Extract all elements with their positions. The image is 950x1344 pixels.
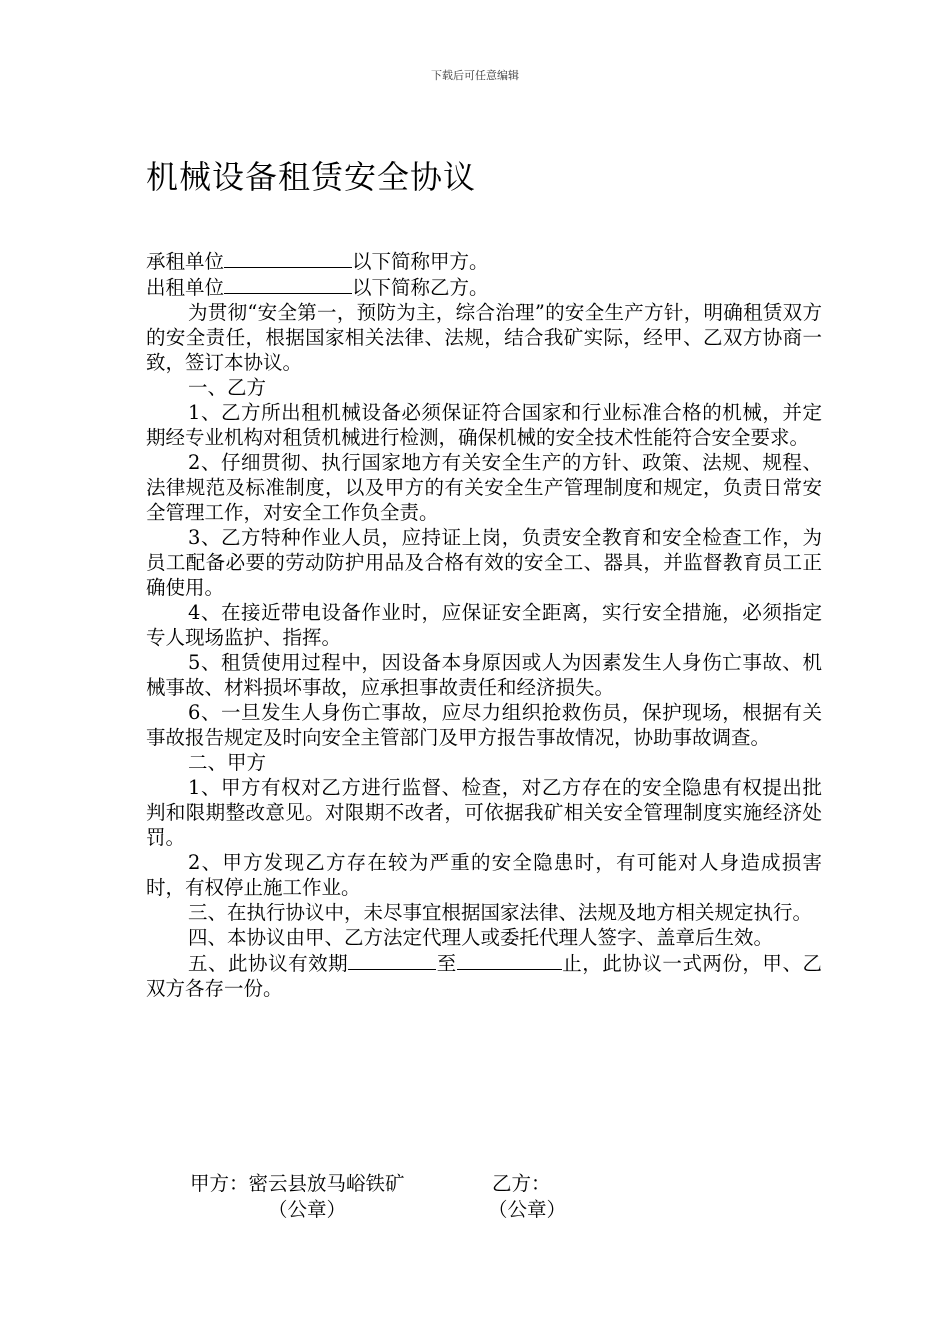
clause-3: 三、在执行协议中，未尽事宜根据国家法律、法规及地方相关规定执行。 [188,901,813,924]
party-a-seal: （公章） [268,1198,347,1221]
lessee-label: 承租单位 [146,250,225,273]
section-a-item-1: 1、甲方有权对乙方进行监督、检查，对乙方存在的安全隐患有权提出批判和限期整改意见。对限期不改者，可依据我矿相关安全管理制度实施经济处罚。 [146,776,822,849]
lessor-label: 出租单位 [146,276,225,299]
party-b-seal: （公章） [488,1198,567,1221]
lessee-suffix: 以下简称甲方。 [352,250,489,273]
validity-start-blank[interactable] [348,950,436,970]
section-b-item-2: 2、仔细贯彻、执行国家地方有关安全生产的方针、政策、法规、规程、法律规范及标准制度，以及甲方的有关安全生产管理制度和规定，负责日常安全管理工作，对安全工作负全责。 [146,451,822,524]
clause-5 [146,950,822,1001]
section-a-item-2: 2、甲方发现乙方存在较为严重的安全隐患时，有可能对人身造成损害时，有权停止施工作业。 [146,851,822,899]
validity-end-blank[interactable] [457,950,562,970]
agreement-body [146,248,822,1001]
lessor-suffix: 以下简称乙方。 [352,276,489,299]
section-b-heading: 一、乙方 [188,376,267,399]
section-b-item-1: 1、乙方所出租机械设备必须保证符合国家和行业标准合格的机械，并定期经专业机构对租赁机械进行检测，确保机械的安全技术性能符合安全要求。 [146,401,822,449]
lessee-blank[interactable] [224,248,352,268]
clause-4: 四、本协议由甲、乙方法定代理人或委托代理人签字、盖章后生效。 [188,926,774,949]
lessee-line [146,248,822,274]
party-b-signature: 乙方： [492,1172,551,1195]
section-b-item-3: 3、乙方特种作业人员，应持证上岗，负责安全教育和安全检查工作，为员工配备必要的劳动防护用品及合格有效的安全工、器具，并监督教育员工正确使用。 [146,526,822,599]
section-b-item-6: 6、一旦发生人身伤亡事故，应尽力组织抢救伤员，保护现场，根据有关事故报告规定及时向安全主管部门及甲方报告事故情况，协助事故调查。 [146,701,822,749]
clause-5-middle: 至 [436,952,457,975]
page-header-note: 下载后可任意编辑 [431,69,519,82]
section-b-item-4: 4、在接近带电设备作业时，应保证安全距离，实行安全措施，必须指定专人现场监护、指挥。 [146,601,822,649]
document-title: 机械设备租赁安全协议 [146,158,477,196]
section-b-item-5: 5、租赁使用过程中，因设备本身原因或人为因素发生人身伤亡事故、机械事故、材料损坏事故，应承担事故责任和经济损失。 [146,651,822,699]
lessor-blank[interactable] [224,274,352,294]
section-a-heading: 二、甲方 [188,751,267,774]
clause-5-suffix: 止，此协议一式两份，甲、乙双方各存一份。 [146,952,822,1000]
clause-5-prefix: 五、此协议有效期 [188,952,349,975]
preamble: 为贯彻“安全第一，预防为主，综合治理”的安全生产方针，明确租赁双方的安全责任，根据国家相关法律、法规，结合我矿实际，经甲、乙双方协商一致，签订本协议。 [146,301,822,374]
party-a-signature: 甲方：密云县放马峪铁矿 [190,1172,405,1195]
lessor-line [146,274,822,300]
